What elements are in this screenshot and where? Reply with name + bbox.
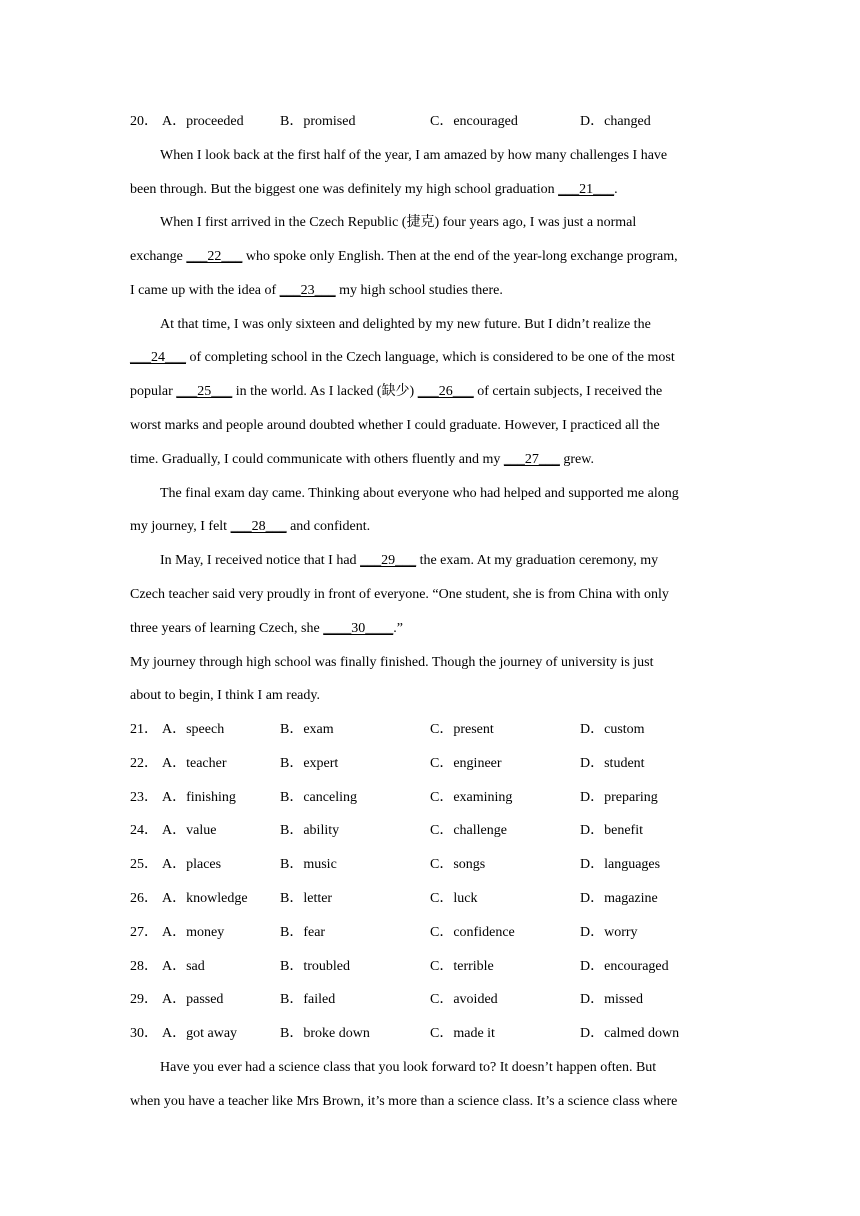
passage-line: about to begin, I think I am ready. [130,688,320,703]
question-30-options [130,1024,730,1044]
option-a: A．got away [162,1026,238,1041]
blank-25: ___25___ [176,384,233,399]
passage-line: Have you ever had a science class that you look forward to? It doesn’t happen often. But [160,1060,657,1075]
option-b: B．promised [280,114,356,129]
option-a: A．passed [162,992,224,1007]
question-21-options [130,720,730,740]
question-number: 23． [130,790,158,805]
option-a: A．sad [162,959,205,974]
passage-line: worst marks and people around doubted whether I could graduate. However, I practiced all the [130,418,660,433]
blank-27: ___27___ [503,452,560,467]
blank-30: ____30____ [323,621,394,636]
passage-line: In May, I received notice that I had ___29___ the exam. At my graduation ceremony, my [160,553,659,568]
option-c: C．made it [430,1026,495,1041]
option-c: C．engineer [430,756,502,771]
option-a: A．value [162,823,217,838]
option-b: B．music [280,857,337,872]
question-number: 21． [130,722,158,737]
passage-line: I came up with the idea of ___23___ my high school studies there. [130,283,503,298]
option-b: B．troubled [280,959,350,974]
question-24-options [130,821,730,841]
option-c: C．examining [430,790,513,805]
option-d: D．worry [580,925,638,940]
blank-22: ___22___ [186,249,243,264]
blank-28: ___28___ [230,519,287,534]
option-b: B．fear [280,925,326,940]
option-c: C．luck [430,891,478,906]
passage-line: When I first arrived in the Czech Republic (捷克) four years ago, I was just a normal [160,215,637,230]
option-c: C．challenge [430,823,507,838]
question-number: 26． [130,891,158,906]
question-number: 24． [130,823,158,838]
option-c: C．songs [430,857,486,872]
question-number: 22． [130,756,158,771]
option-a: A．knowledge [162,891,248,906]
option-b: B．expert [280,756,339,771]
passage-line: my journey, I felt ___28___ and confident. [130,519,371,534]
question-number: 29． [130,992,158,1007]
question-number: 30． [130,1026,158,1041]
option-a: A．speech [162,722,225,737]
question-number: 28． [130,959,158,974]
question-number: 20． [130,114,158,129]
blank-23: ___23___ [279,283,336,298]
blank-29: ___29___ [360,553,417,568]
option-d: D．changed [580,114,651,129]
option-a: A．finishing [162,790,236,805]
option-d: D．calmed down [580,1026,680,1041]
passage-line: My journey through high school was finally finished. Though the journey of university is just [130,655,654,670]
passage-line: three years of learning Czech, she ____30____.” [130,621,403,636]
blank-21: ___21___ [558,182,615,197]
option-b: B．failed [280,992,336,1007]
passage-line: been through. But the biggest one was definitely my high school graduation ___21___. [130,182,618,197]
option-d: D．missed [580,992,643,1007]
question-26-options [130,889,730,909]
option-b: B．broke down [280,1026,370,1041]
option-d: D．languages [580,857,661,872]
blank-26: ___26___ [417,384,474,399]
option-c: C．encouraged [430,114,518,129]
option-a: A．places [162,857,222,872]
option-a: A．proceeded [162,114,244,129]
question-28-options [130,957,730,977]
passage-line: exchange ___22___ who spoke only English. Then at the end of the year-long exchange program, [130,249,678,264]
option-d: D．magazine [580,891,658,906]
option-d: D．benefit [580,823,643,838]
question-20-options [130,112,730,132]
option-b: B．canceling [280,790,357,805]
question-25-options [130,855,730,875]
passage-line: when you have a teacher like Mrs Brown, it’s more than a science class. It’s a science class where [130,1094,678,1109]
passage-line: Czech teacher said very proudly in front of everyone. “One student, she is from China with only [130,587,669,602]
question-number: 27． [130,925,158,940]
option-b: B．letter [280,891,333,906]
option-c: C．avoided [430,992,498,1007]
option-d: D．encouraged [580,959,669,974]
passage-line: ___24___ of completing school in the Czech language, which is considered to be one of the most [130,350,675,365]
option-b: B．ability [280,823,340,838]
option-c: C．confidence [430,925,515,940]
option-a: A．teacher [162,756,227,771]
option-c: C．terrible [430,959,494,974]
option-b: B．exam [280,722,334,737]
question-number: 25． [130,857,158,872]
passage-line: At that time, I was only sixteen and delighted by my new future. But I didn’t realize the [160,317,651,332]
passage-line: time. Gradually, I could communicate with others fluently and my ___27___ grew. [130,452,594,467]
option-c: C．present [430,722,494,737]
question-27-options [130,923,730,943]
question-29-options [130,990,730,1010]
option-a: A．money [162,925,225,940]
question-22-options [130,754,730,774]
option-d: D．student [580,756,645,771]
option-d: D．custom [580,722,645,737]
passage-line: popular ___25___ in the world. As I lacked (缺少) ___26___ of certain subjects, I received the [130,384,663,399]
passage-line: When I look back at the first half of the year, I am amazed by how many challenges I have [160,148,668,163]
passage-line: The final exam day came. Thinking about everyone who had helped and supported me along [160,486,679,501]
question-23-options [130,788,730,808]
blank-24: ___24___ [130,350,186,365]
option-d: D．preparing [580,790,658,805]
